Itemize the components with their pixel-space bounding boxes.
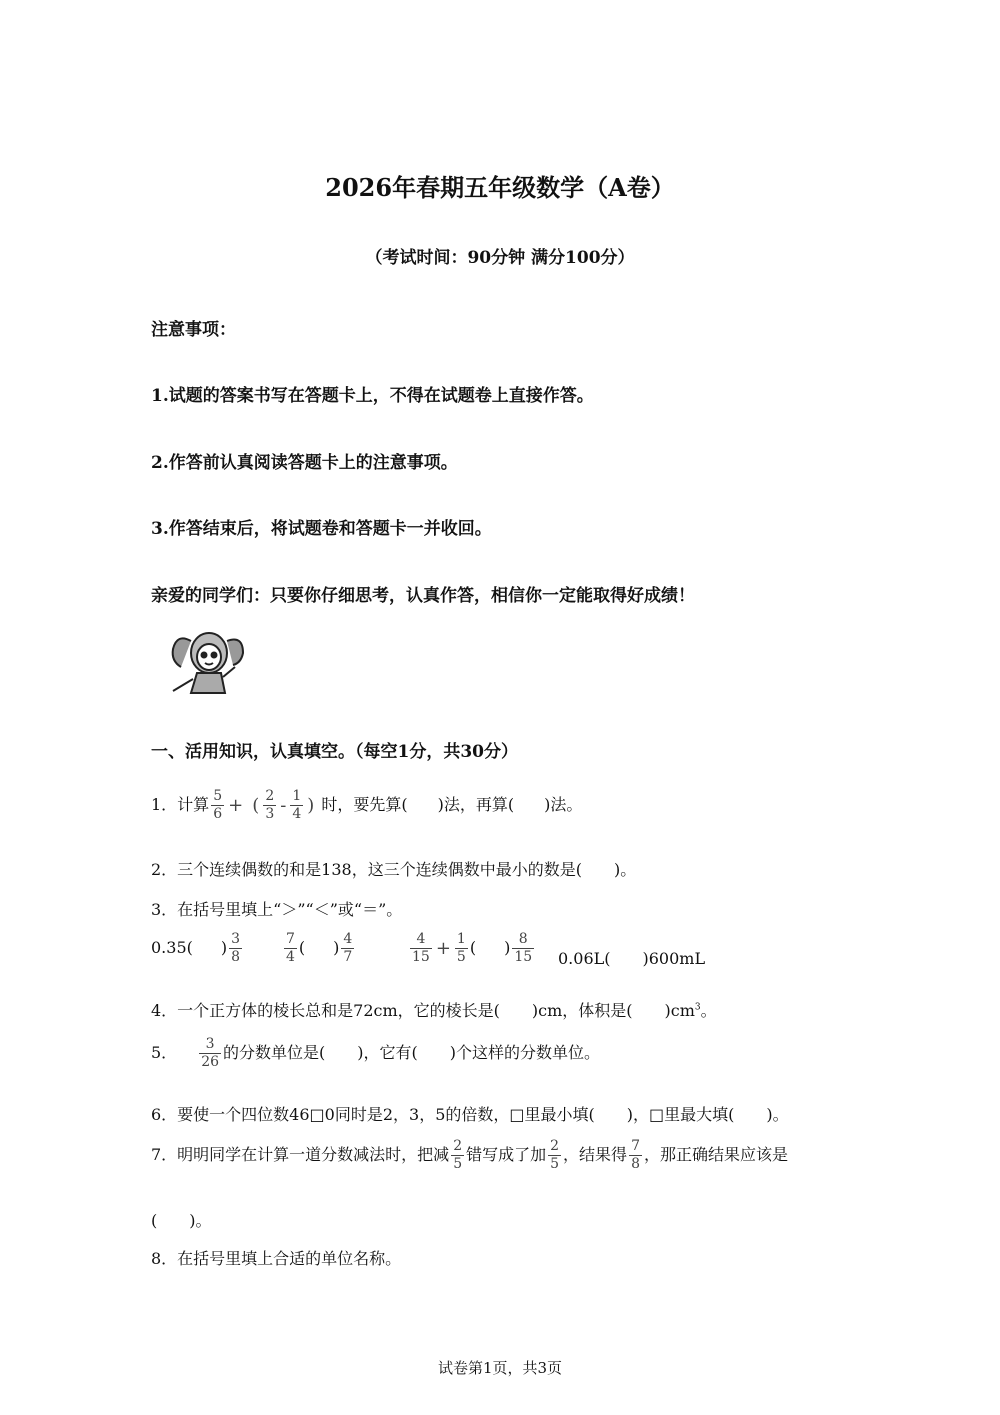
cube-superscript: 3 — [694, 1002, 701, 1013]
denominator: 15 — [514, 949, 533, 965]
note-1: 1.试题的答案书写在答题卡上，不得在试题卷上直接作答。 — [151, 386, 594, 406]
compare-text: ( — [298, 938, 306, 957]
compare-text: ( — [469, 938, 477, 957]
minus-sign: - — [280, 795, 287, 816]
denominator: 4 — [286, 949, 295, 965]
q5-text: 的分数单位是( )，它有( )个这样的分数单位。 — [223, 1043, 600, 1062]
denominator: 7 — [343, 949, 353, 965]
question-2: 2．三个连续偶数的和是138，这三个连续偶数中最小的数是( )。 — [151, 860, 637, 879]
compare-item-1 — [151, 931, 244, 966]
plus-sign: + — [435, 938, 451, 959]
question-4 — [151, 998, 717, 1021]
question-1 — [151, 788, 582, 823]
page-title: 2026年春期五年级数学（A卷） — [325, 173, 675, 202]
numerator: 4 — [343, 931, 353, 947]
encouragement: 亲爱的同学们：只要你仔细思考，认真作答，相信你一定能取得好成绩！ — [151, 586, 695, 606]
numerator: 4 — [416, 931, 426, 947]
q7-mid2: ，结果得 — [563, 1145, 628, 1164]
fraction — [229, 931, 242, 966]
fraction — [410, 931, 432, 966]
compare-text: ) — [504, 938, 511, 957]
compare-text: 0.35( — [151, 938, 193, 957]
q1-suffix: 时，要先算( — [321, 795, 408, 814]
plus-sign: + — [228, 795, 244, 816]
q4-text: 4．一个正方体的棱长总和是72cm，它的棱长是( )cm，体积是( )cm — [151, 1001, 695, 1020]
denominator: 26 — [201, 1054, 220, 1070]
q1-mid: )法，再算( — [437, 795, 515, 814]
denominator: 8 — [231, 949, 241, 965]
numerator: 1 — [456, 931, 466, 947]
fraction — [211, 788, 224, 823]
fraction — [290, 788, 303, 823]
numerator: 7 — [631, 1138, 640, 1154]
question-5 — [151, 1036, 600, 1071]
question-6: 6．要使一个四位数46□0同时是2，3，5的倍数，□里最小填( )，□里最大填( )。 — [151, 1105, 789, 1124]
numerator: 3 — [231, 931, 241, 947]
numerator: 2 — [550, 1138, 560, 1154]
fraction — [263, 788, 276, 823]
compare-item-3 — [408, 931, 536, 966]
denominator: 8 — [631, 1156, 640, 1172]
question-3: 3．在括号里填上“＞”“＜”或“＝”。 — [151, 900, 403, 919]
fraction — [341, 931, 354, 966]
compare-item-4: 0.06L( )600mL — [558, 949, 706, 968]
q7-end: ，那正确结果应该是 — [643, 1145, 788, 1164]
q7-mid: 错写成了加 — [466, 1145, 547, 1164]
denominator: 15 — [412, 949, 430, 965]
right-paren: ) — [307, 795, 315, 816]
compare-item-2 — [282, 931, 356, 966]
numerator: 1 — [292, 788, 302, 804]
q1-end: )法。 — [544, 795, 583, 814]
fraction — [451, 1138, 464, 1173]
denominator: 4 — [292, 806, 302, 822]
note-2: 2.作答前认真阅读答题卡上的注意事项。 — [151, 453, 458, 473]
denominator: 5 — [453, 1156, 463, 1172]
numerator: 5 — [213, 788, 223, 804]
question-7 — [151, 1138, 788, 1173]
left-paren: ( — [252, 795, 260, 816]
numerator: 2 — [453, 1138, 463, 1154]
page-footer: 试卷第1页，共3页 — [437, 1359, 563, 1377]
q1-prefix: 1．计算 — [151, 795, 210, 814]
denominator: 5 — [456, 949, 466, 965]
numerator: 8 — [518, 931, 528, 947]
numerator: 3 — [205, 1036, 215, 1052]
notes-heading: 注意事项： — [151, 320, 236, 340]
exam-info: （考试时间：90分钟 满分100分） — [365, 248, 635, 268]
denominator: 6 — [213, 806, 223, 822]
fraction — [629, 1138, 642, 1173]
compare-text: ) — [220, 938, 228, 957]
question-8: 8．在括号里填上合适的单位名称。 — [151, 1249, 402, 1268]
section-1-heading: 一、活用知识，认真填空。（每空1分，共30分） — [151, 742, 518, 762]
fraction — [512, 931, 534, 966]
compare-text: ) — [333, 938, 340, 957]
fraction — [548, 1138, 561, 1173]
fraction — [455, 931, 468, 966]
fraction — [284, 931, 297, 966]
numerator: 2 — [265, 788, 275, 804]
question-7-answer: ( )。 — [151, 1211, 212, 1230]
cartoon-girl-icon — [163, 627, 249, 695]
denominator: 5 — [550, 1156, 560, 1172]
fraction — [199, 1036, 221, 1071]
numerator: 7 — [286, 931, 295, 947]
q7-prefix: 7．明明同学在计算一道分数减法时，把减 — [151, 1145, 450, 1164]
q5-prefix: 5． — [151, 1043, 178, 1062]
denominator: 3 — [265, 806, 275, 822]
q4-end: 。 — [700, 1001, 717, 1020]
note-3: 3.作答结束后，将试题卷和答题卡一并收回。 — [151, 519, 492, 539]
